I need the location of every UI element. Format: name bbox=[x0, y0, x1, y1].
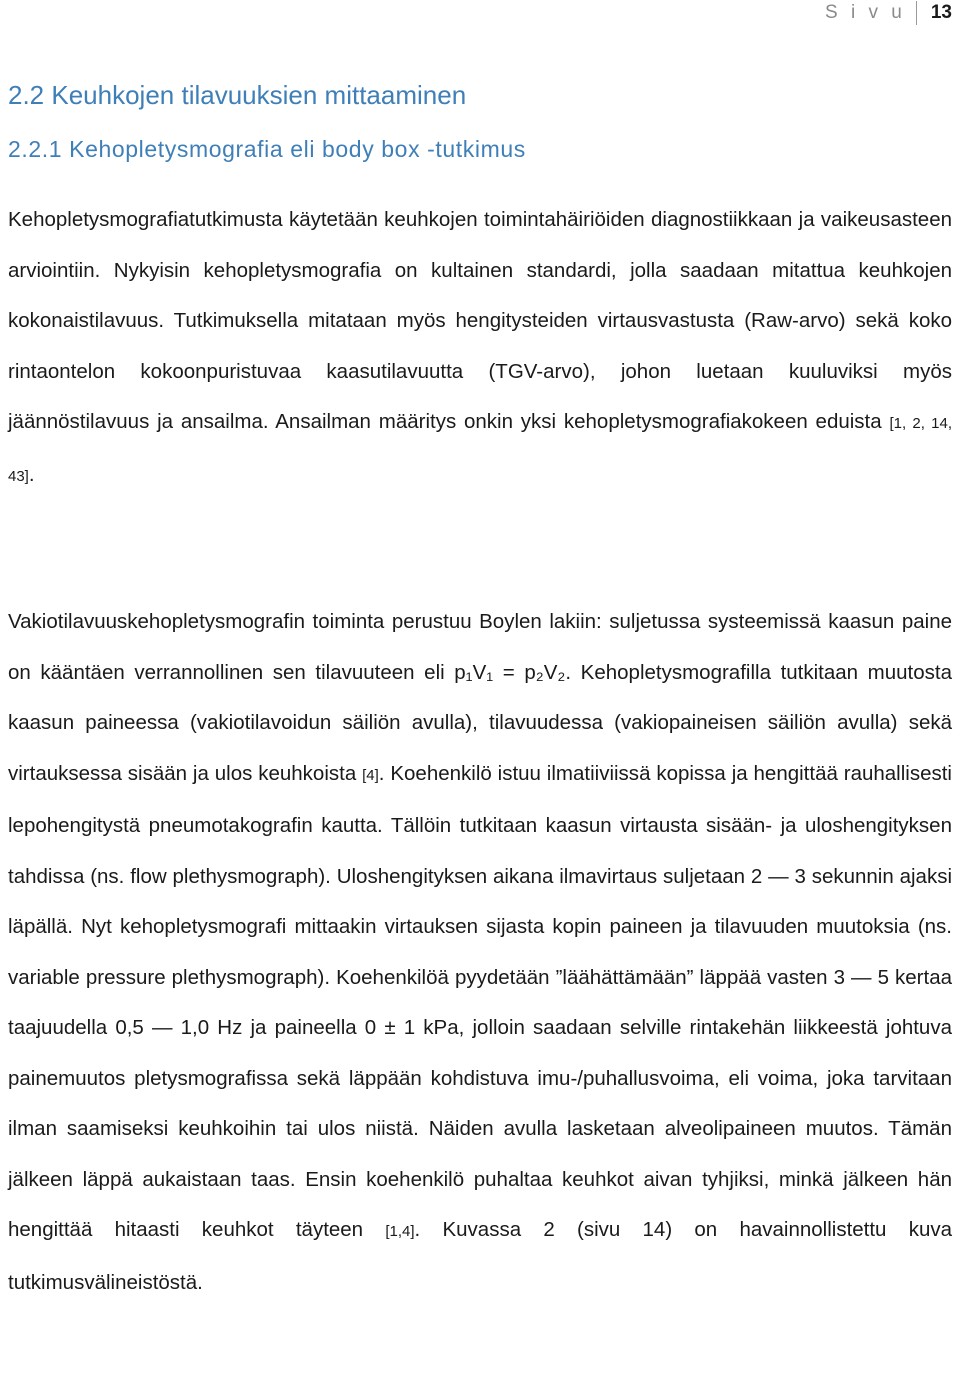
paragraph-method-text-a: Vakiotilavuuskehopletysmografin toiminta perustuu Boylen lakiin: suljetussa systeemissä kaasun paine on kääntäen verrannollinen sen tilavuuteen eli p₁V₁ = p₂V₂. Kehopletysmografilla tutkitaan muutosta kaasun paineessa (vakiotilavoidun säiliön avulla), tilavuudessa (vakiopaineisen säiliön avulla) sekä virtauksessa sisään ja ulos keuhkoista bbox=[8, 610, 952, 785]
page-number: 13 bbox=[930, 2, 952, 23]
subsection-heading: 2.2.1 Kehopletysmografia eli body box -tutkimus bbox=[8, 136, 526, 162]
citation: [1, 2, 14, 43] bbox=[8, 415, 952, 485]
page-header bbox=[825, 0, 952, 26]
header-divider bbox=[916, 1, 917, 25]
section-heading: 2.2 Keuhkojen tilavuuksien mittaaminen bbox=[8, 80, 467, 110]
citation: [1,4] bbox=[385, 1223, 415, 1240]
paragraph-method-text-c: . Kuvassa 2 (sivu 14) on havainnollistettu kuva tutkimusvälineistöstä. bbox=[8, 1218, 953, 1294]
paragraph-method-text-b: . Koehenkilö istuu ilmatiiviissä kopissa ja hengittää rauhallisesti lepohengitystä pneumotakografin kautta. Tällöin tutkitaan kaasun virtausta sisään- ja uloshengityksen tahdissa (ns. flow plethysmograph). Uloshengityksen aikana ilmavirtaus suljetaan 2 — 3 sekunnin ajaksi läpällä. Nyt kehopletysmografi mittaakin virtauksen sijasta kopin paineen ja tilavuuden muutoksia (ns. variable pressure plethysmograph). Koehenkilöä pyydetään ”läähättämään” läppää vasten 3 — 5 kertaa taajuudella 0,5 — 1,0 Hz ja paineella 0 ± 1 kPa, jolloin saadaan selville rintakehän liikkeestä johtuva painemuutos pletysmografissa sekä läppään kohdistuva imu-/puhallusvoima, eli voima, joka tarvitaan ilman saamiseksi keuhkoihin tai ulos niistä. Näiden avulla lasketaan alveolipaineen muutos. Tämän jälkeen läppä aukaistaan taas. Ensin koehenkilö puhaltaa keuhkot aivan tyhjiksi, minkä jälkeen hän hengittää hitaasti keuhkot täyteen bbox=[8, 761, 952, 1241]
paragraph-intro bbox=[8, 195, 952, 502]
page-label: S i v u bbox=[825, 2, 906, 23]
paragraph-intro-text: Kehopletysmografiatutkimusta käytetään keuhkojen toimintahäiriöiden diagnostiikkaan ja vaikeusasteen arviointiin. Nykyisin kehopletysmografia on kultainen standardi, jolla saadaan mitattua keuhkojen kokonaistilavuus. Tutkimuksella mitataan myös hengitysteiden virtausvastusta (Raw-arvo) sekä koko rintaontelon kokoonpuristuvaa kaasutilavuutta (TGV-arvo), johon luetaan kuuluviksi myös jäännöstilavuus ja ansailma. Ansailman määritys onkin yksi kehopletysmografiakokeen eduista bbox=[8, 208, 952, 433]
paragraph-method bbox=[8, 597, 952, 1308]
paragraph-intro-end: . bbox=[28, 462, 35, 486]
citation: [4] bbox=[362, 766, 379, 784]
